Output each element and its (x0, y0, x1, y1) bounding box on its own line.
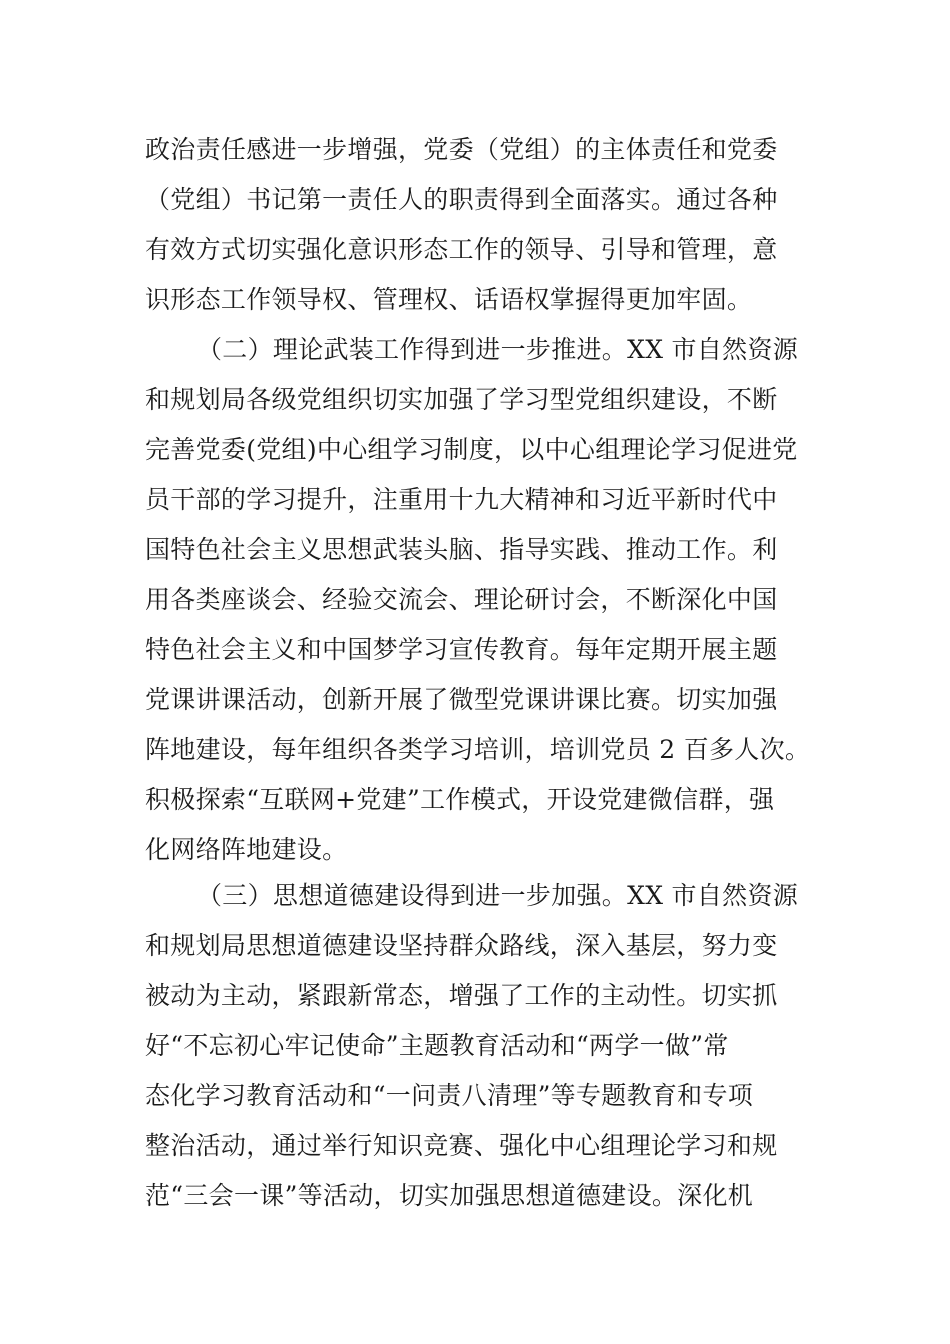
text-line: 态化学习教育活动和“一问责八清理”等专题教育和专项 (145, 1081, 754, 1110)
text-line: 特色社会主义和中国梦学习宣传教育。每年定期开展主题 (145, 635, 778, 664)
text-line: 被动为主动，紧跟新常态，增强了工作的主动性。切实抓 (145, 981, 778, 1010)
text-line: 积极探索“互联网+党建”工作模式，开设党建微信群，强 (145, 785, 775, 814)
text-line: 识形态工作领导权、管理权、话语权掌握得更加牢固。 (145, 285, 753, 314)
text-line: 阵地建设，每年组织各类学习培训，培训党员 2 百多人次。 (145, 735, 811, 764)
text-line: 用各类座谈会、经验交流会、理论研讨会，不断深化中国 (145, 585, 778, 614)
text-line: 有效方式切实强化意识形态工作的领导、引导和管理，意 (145, 235, 778, 264)
text-line: 员干部的学习提升，注重用十九大精神和习近平新时代中 (145, 485, 778, 514)
text-line: 党课讲课活动，创新开展了微型党课讲课比赛。切实加强 (145, 685, 778, 714)
text-line: 完善党委(党组)中心组学习制度，以中心组理论学习促进党 (145, 435, 798, 464)
paragraph-heading-line: （二）理论武装工作得到进一步推进。XX 市自然资源 (197, 335, 799, 364)
text-line: 和规划局各级党组织切实加强了学习型党组织建设，不断 (145, 385, 778, 414)
text-line: 化网络阵地建设。 (145, 835, 348, 864)
text-line: 政治责任感进一步增强，党委（党组）的主体责任和党委 (145, 135, 778, 164)
paragraph-heading-line: （三）思想道德建设得到进一步加强。XX 市自然资源 (197, 881, 799, 910)
text-line: 好“不忘初心牢记使命”主题教育活动和“两学一做”常 (145, 1031, 729, 1060)
text-line: 国特色社会主义思想武装头脑、指导实践、推动工作。利 (145, 535, 778, 564)
text-line: （党组）书记第一责任人的职责得到全面落实。通过各种 (145, 185, 778, 214)
text-line: 整治活动，通过举行知识竞赛、强化中心组理论学习和规 (145, 1131, 778, 1160)
text-line: 和规划局思想道德建设坚持群众路线，深入基层，努力变 (145, 931, 778, 960)
text-line: 范“三会一课”等活动，切实加强思想道德建设。深化机 (145, 1181, 754, 1210)
